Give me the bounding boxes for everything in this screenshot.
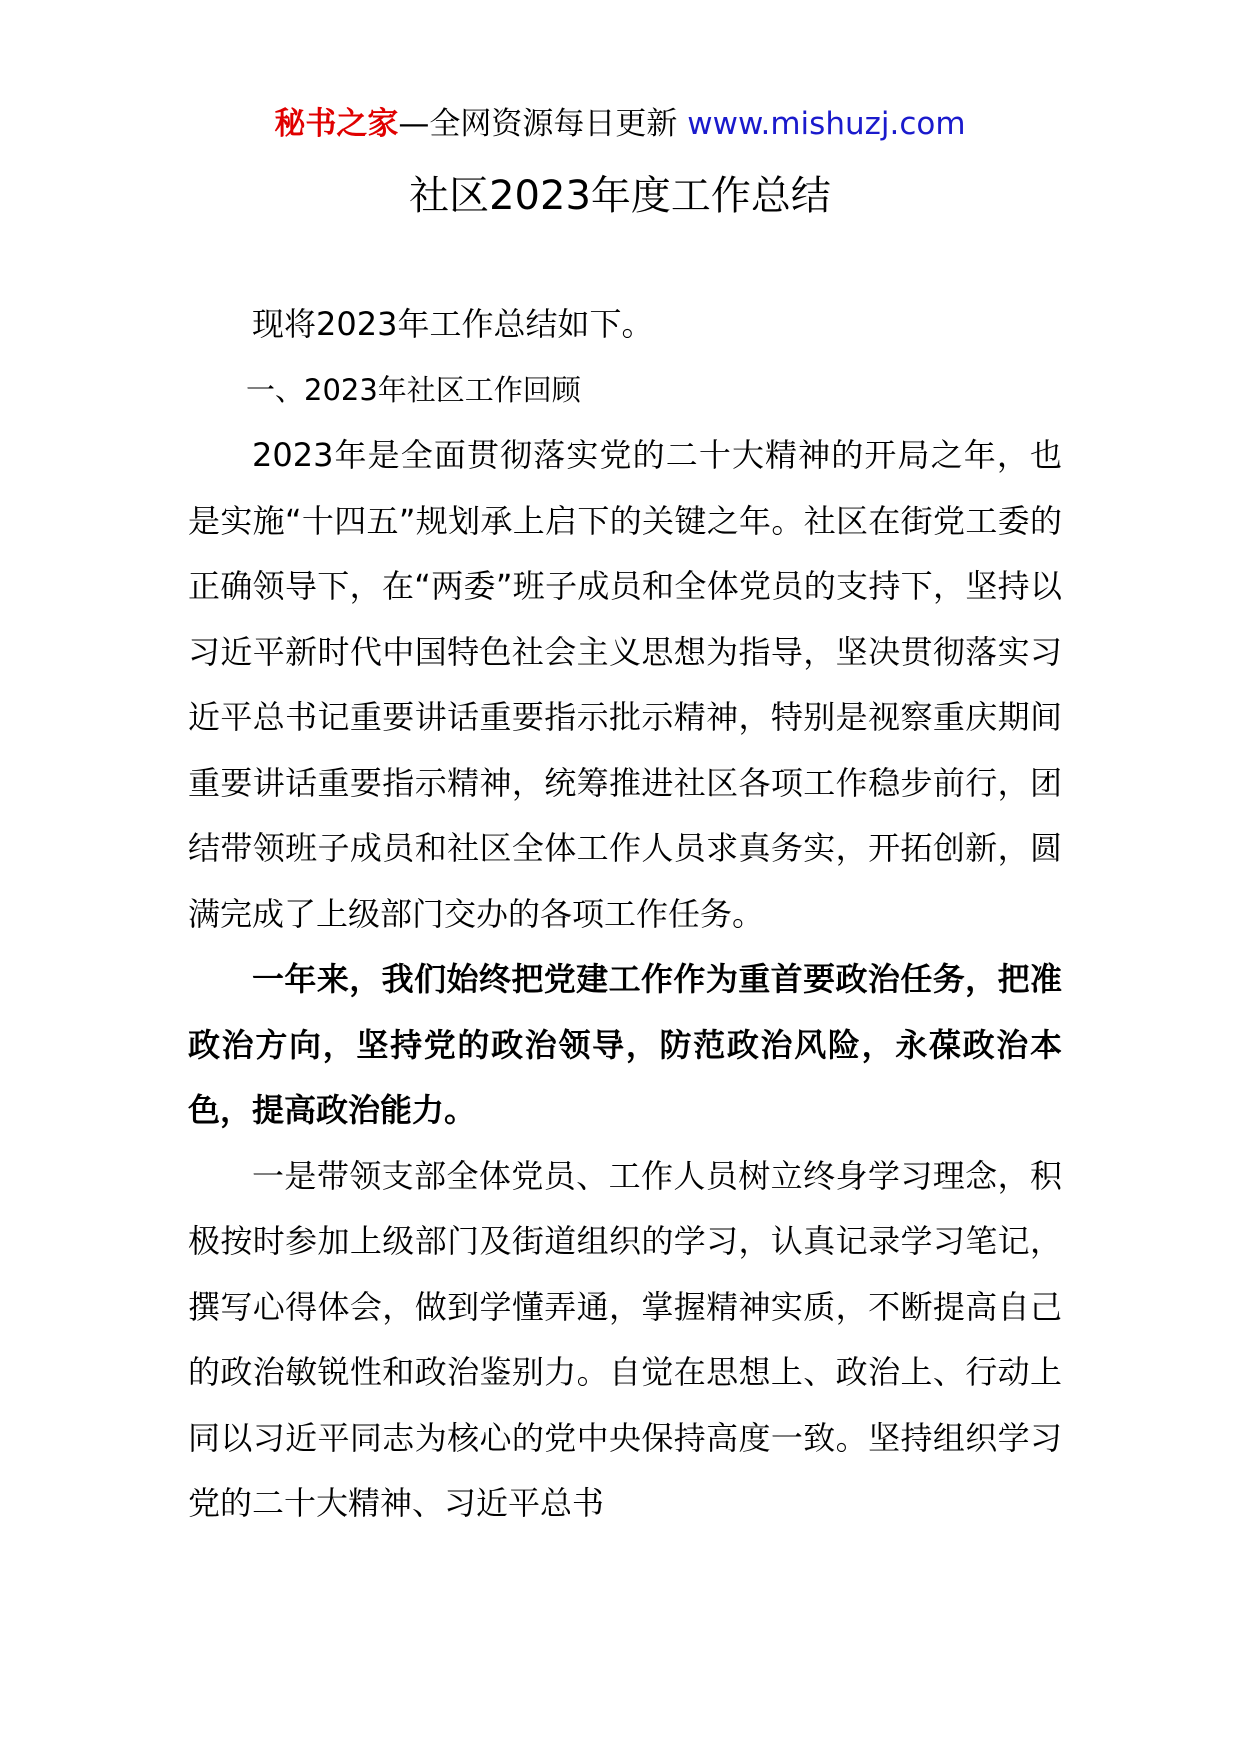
site-url-link[interactable]: www.mishuzj.com — [687, 106, 966, 142]
intro-paragraph: 现将2023年工作总结如下。 — [252, 305, 654, 343]
document-title: 社区2023年度工作总结 — [409, 173, 831, 219]
section-heading: 一、2023年社区工作回顾 — [246, 372, 581, 407]
site-header — [0, 102, 1240, 146]
body-paragraph: 2023年是全面贯彻落实党的二十大精神的开局之年，也是实施“十四五”规划承上启下的关键之年。社区在街党工委的正确领导下，在“两委”班子成员和全体党员的支持下，坚持以习近平新时代中国特色社会主义思想为指导，坚决贯彻落实习近平总书记重要讲话重要指示批示精神，特别是视察重庆期间重要讲话重要指示精神，统筹推进社区各项工作稳步前行，团结带领班子成员和社区全体工作人员求真务实，开拓创新，圆满完成了上级部门交办的各项工作任务。 — [188, 436, 1062, 933]
site-brand: 秘书之家 — [274, 106, 399, 142]
body-paragraph: 一是带领支部全体党员、工作人员树立终身学习理念，积极按时参加上级部门及街道组织的学习，认真记录学习笔记，撰写心得体会，做到学懂弄通，掌握精神实质，不断提高自己的政治敏锐性和政治鉴别力。自觉在思想上、政治上、行动上同以习近平同志为核心的党中央保持高度一致。坚持组织学习党的二十大精神、习近平总书 — [188, 1156, 1062, 1522]
site-slogan: —全网资源每日更新 — [398, 106, 688, 142]
document-body — [188, 292, 1062, 1537]
bold-summary-paragraph: 一年来，我们始终把党建工作作为重首要政治任务，把准政治方向，坚持党的政治领导，防范政治风险，永葆政治本色，提高政治能力。 — [188, 960, 1062, 1129]
